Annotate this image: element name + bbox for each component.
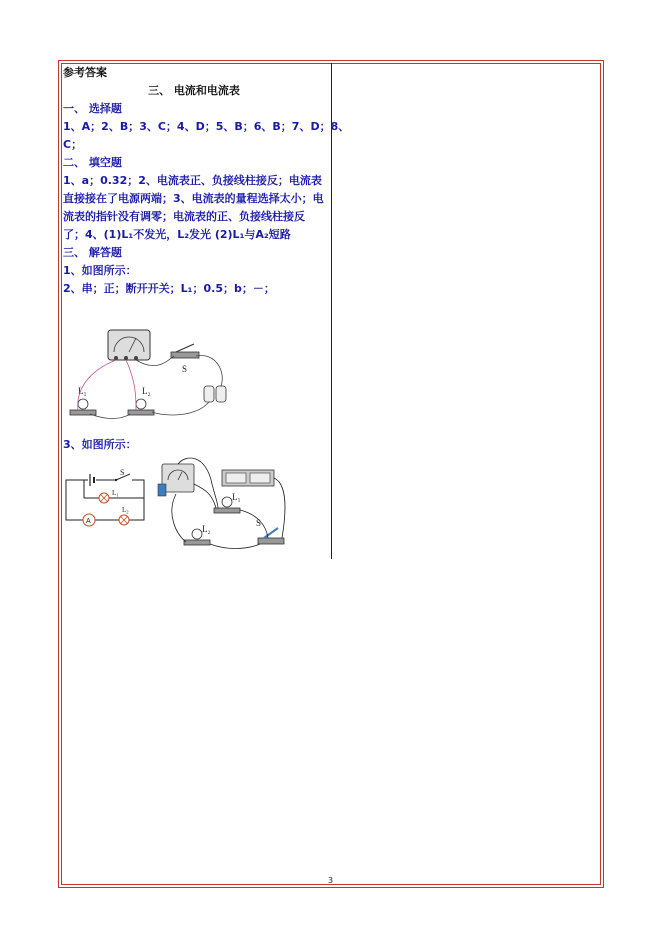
ammeter-symbol-icon	[83, 514, 95, 526]
circuit-figure-3	[156, 454, 296, 554]
lamp-l2-symbol-icon	[119, 515, 129, 525]
part1-line2: C；	[63, 138, 83, 151]
part2-title: 二、 填空题	[63, 156, 122, 169]
fig2-label-s: S	[120, 468, 125, 477]
part3-line3: 3、如图所示：	[63, 438, 137, 451]
lamp-l1-symbol-icon	[99, 493, 109, 503]
page-number: 3	[327, 876, 334, 885]
part1-title: 一、 选择题	[63, 102, 122, 115]
bulb-l2-icon	[128, 399, 154, 415]
fig3-label-l1: L₁	[232, 492, 241, 502]
ammeter-icon-2	[158, 464, 194, 496]
battery-icon	[204, 386, 226, 402]
fig2-label-l2: L₂	[122, 506, 129, 514]
switch-icon-2	[258, 528, 284, 544]
part2-text: 1、a；0.32；2、电流表正、负接线柱接反；电流表直接接在了电源两端；3、电流表的量程选择太小；电流表的指针没有调零；电流表的正、负接线柱接反了；4、(1)L₁不发光，L₂发光 (2)L₁与A₂短路	[63, 174, 324, 241]
battery-box-icon	[222, 470, 274, 486]
part1-line1: 1、A；2、B；3、C；4、D；5、B；6、B；7、D；8、	[63, 120, 350, 133]
answer-content	[63, 64, 350, 298]
circuit-figure-1	[66, 322, 246, 422]
fig1-label-l2: L₂	[142, 386, 151, 396]
fig2-label-l1: L₁	[112, 489, 119, 497]
section-title: 三、 电流和电流表	[148, 84, 240, 97]
heading: 参考答案	[63, 66, 107, 79]
circuit-schematic	[64, 468, 148, 528]
fig3-label-s: S	[256, 518, 262, 528]
ammeter-icon	[108, 330, 150, 360]
fig3-label-l2: L₂	[202, 524, 211, 534]
battery-symbol-icon	[88, 474, 96, 486]
part3-line2: 2、串；正；断开开关；L₁；0.5；b；－；	[63, 282, 275, 295]
column-divider	[331, 63, 332, 559]
bulb-l1-icon	[70, 399, 96, 415]
switch-icon	[171, 344, 199, 358]
part3-title: 三、 解答题	[63, 246, 122, 259]
fig1-label-l1: L₁	[78, 386, 87, 396]
fig2-label-a: A	[86, 518, 91, 525]
fig1-label-s: S	[182, 364, 188, 374]
part3-line1: 1、如图所示：	[63, 264, 137, 277]
